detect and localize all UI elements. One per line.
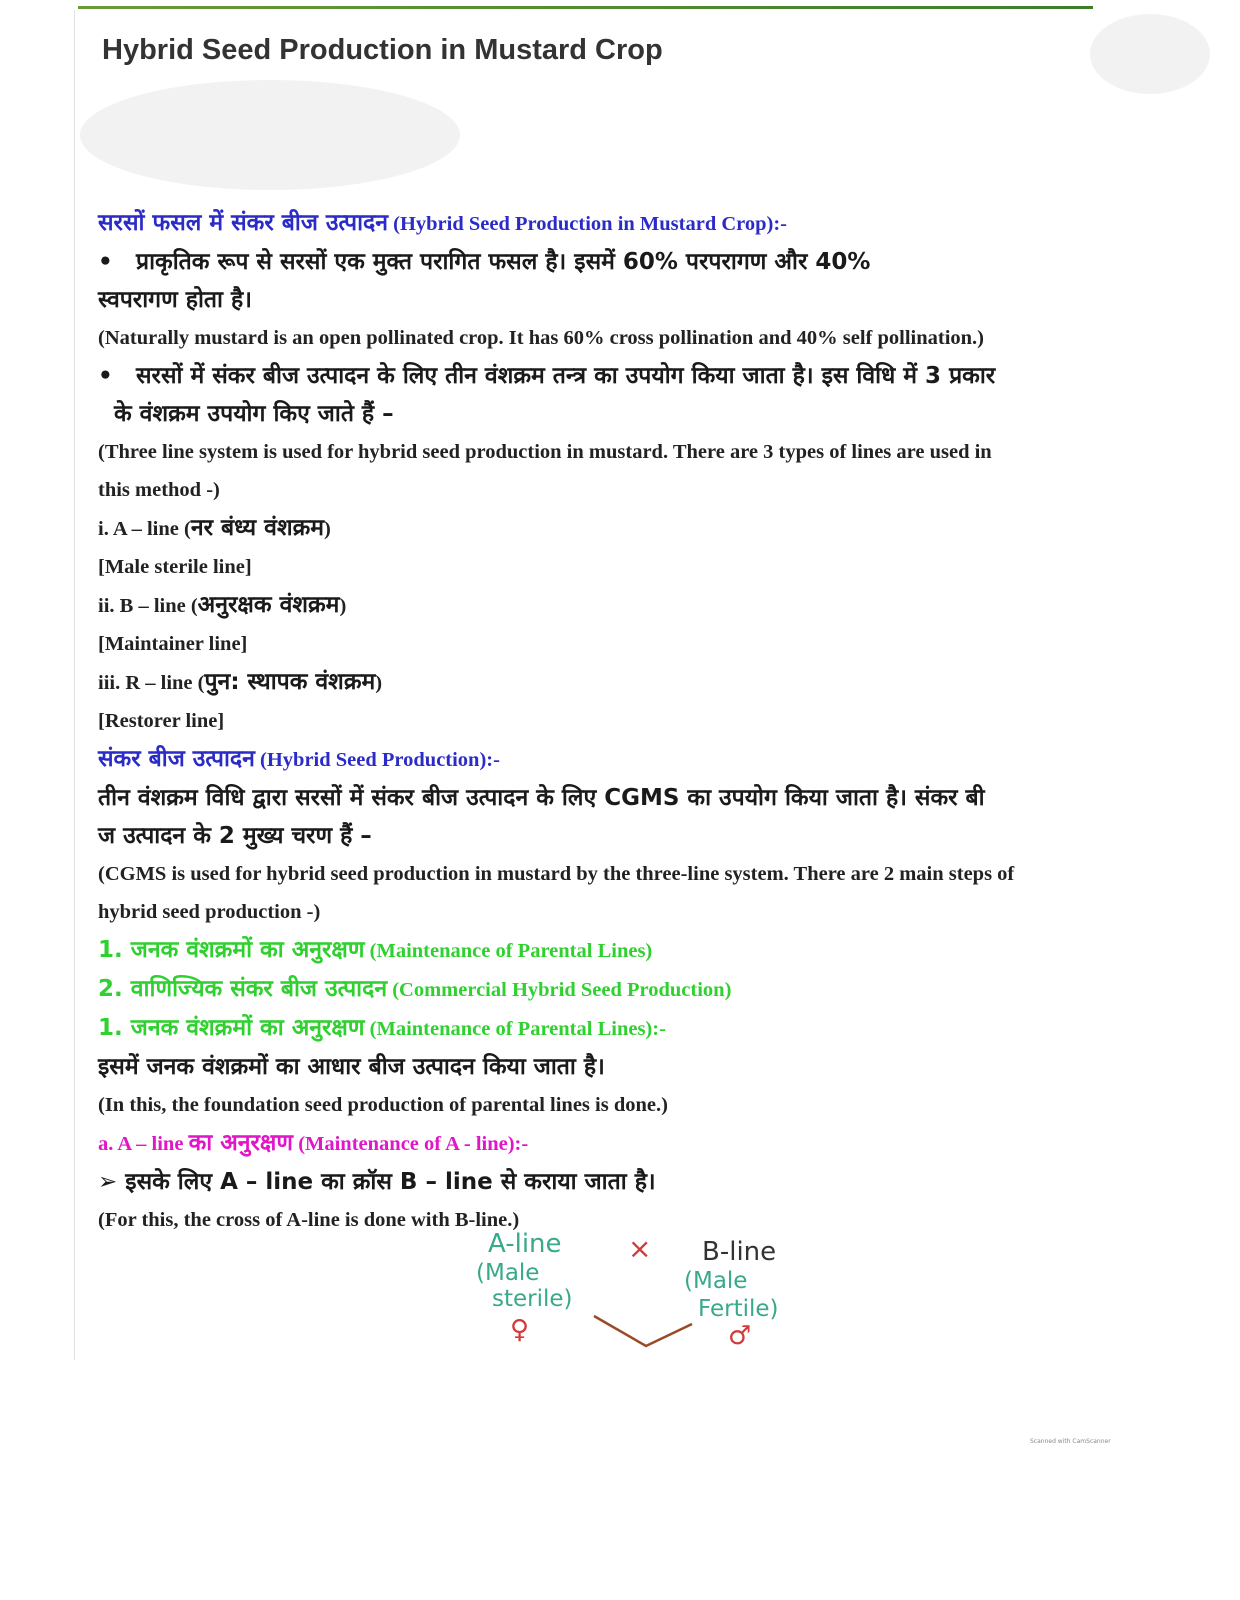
b-line-note-1: (Male	[684, 1268, 748, 1294]
blur-smudge	[80, 80, 460, 190]
line-type-r: iii. R – line (पुन: स्थापक वंशक्रम)	[98, 669, 383, 695]
paragraph-foundation: इसमें जनक वंशक्रमों का आधार बीज उत्पादन किया जाता है।	[98, 1054, 605, 1080]
sub-heading-a-line: a. A – line का अनुरक्षण (Maintenance of A - line):-	[98, 1130, 529, 1156]
top-green-rule	[78, 6, 1093, 9]
a-line-note-2: sterile)	[492, 1286, 573, 1312]
step-2-heading: 2. वाणिज्यिक संकर बीज उत्पादन (Commercial Hybrid Seed Production)	[98, 976, 732, 1002]
english-note-3b: hybrid seed production -)	[98, 901, 321, 923]
blur-smudge-right	[1090, 14, 1210, 94]
bullet-icon: •	[98, 363, 113, 389]
bullet-icon: •	[98, 249, 113, 275]
english-note-4: (In this, the foundation seed production of parental lines is done.)	[98, 1094, 668, 1116]
heading-english: (Hybrid Seed Production in Mustard Crop):-	[393, 213, 788, 235]
document-body	[98, 204, 1178, 1239]
line-type-r-english: [Restorer line]	[98, 710, 225, 732]
line-type-b: ii. B – line (अनुरक्षक वंशक्रम)	[98, 592, 347, 618]
bullet-1-line-2: स्वपरागण होता है।	[98, 287, 252, 313]
english-note-2b: this method -)	[98, 479, 220, 501]
female-symbol-icon: ♀	[510, 1315, 530, 1345]
page-title: Hybrid Seed Production in Mustard Crop	[102, 34, 663, 66]
paragraph-cgms-1: तीन वंशक्रम विधि द्वारा सरसों में संकर बीज उत्पादन के लिए CGMS का उपयोग किया जाता है। संकर बी	[98, 785, 985, 811]
line-type-b-english: [Maintainer line]	[98, 633, 248, 655]
paragraph-cross: ➢ इसके लिए A – line का क्रॉस B – line से कराया जाता है।	[98, 1169, 656, 1195]
bullet-1-line-1: • प्राकृतिक रूप से सरसों एक मुक्त परागित फसल है। इसमें 60% परपरागण और 40%	[98, 243, 1178, 281]
male-symbol-icon: ♂	[728, 1321, 752, 1351]
scanner-watermark: Scanned with CamScanner	[1030, 1438, 1111, 1445]
heading-hindi: सरसों फसल में संकर बीज उत्पादन	[98, 210, 389, 236]
english-note-2a: (Three line system is used for hybrid seed production in mustard. There are 3 types of lines are used in	[98, 441, 992, 463]
cross-icon: ×	[628, 1232, 652, 1265]
english-note-3a: (CGMS is used for hybrid seed production in mustard by the three-line system. There are 2 main steps of	[98, 863, 1015, 885]
a-line-note-1: (Male	[476, 1260, 540, 1286]
cross-arrow-lines	[594, 1316, 692, 1346]
handwritten-cross-diagram	[470, 1220, 830, 1360]
step-1-detail-heading: 1. जनक वंशक्रमों का अनुरक्षण (Maintenance of Parental Lines):-	[98, 1015, 666, 1041]
line-type-a-english: [Male sterile line]	[98, 556, 252, 578]
b-line-note-2: Fertile)	[698, 1296, 779, 1322]
bullet-2-line-2: के वंशक्रम उपयोग किए जाते हैं –	[114, 401, 394, 427]
paragraph-cgms-2: ज उत्पादन के 2 मुख्य चरण हैं –	[98, 823, 372, 849]
b-line-label: B-line	[702, 1237, 777, 1267]
a-line-label: A-line	[488, 1229, 562, 1259]
line-type-a: i. A – line (नर बंध्य वंशक्रम)	[98, 515, 331, 541]
section-heading-hybrid-mustard	[98, 204, 1178, 243]
english-note-1: (Naturally mustard is an open pollinated crop. It has 60% cross pollination and 40% self pollination.)	[98, 327, 984, 349]
english-note-5: (For this, the cross of A-line is done with B-line.)	[98, 1209, 520, 1231]
step-1-heading: 1. जनक वंशक्रमों का अनुरक्षण (Maintenance of Parental Lines)	[98, 937, 653, 963]
left-margin-line	[74, 10, 75, 1360]
bullet-2-line-1: • सरसों में संकर बीज उत्पादन के लिए तीन वंशक्रम तन्त्र का उपयोग किया जाता है। इस विधि में 3 प्रकार	[98, 357, 1178, 395]
section-heading-hybrid-seed: संकर बीज उत्पादन (Hybrid Seed Production):-	[98, 746, 500, 772]
